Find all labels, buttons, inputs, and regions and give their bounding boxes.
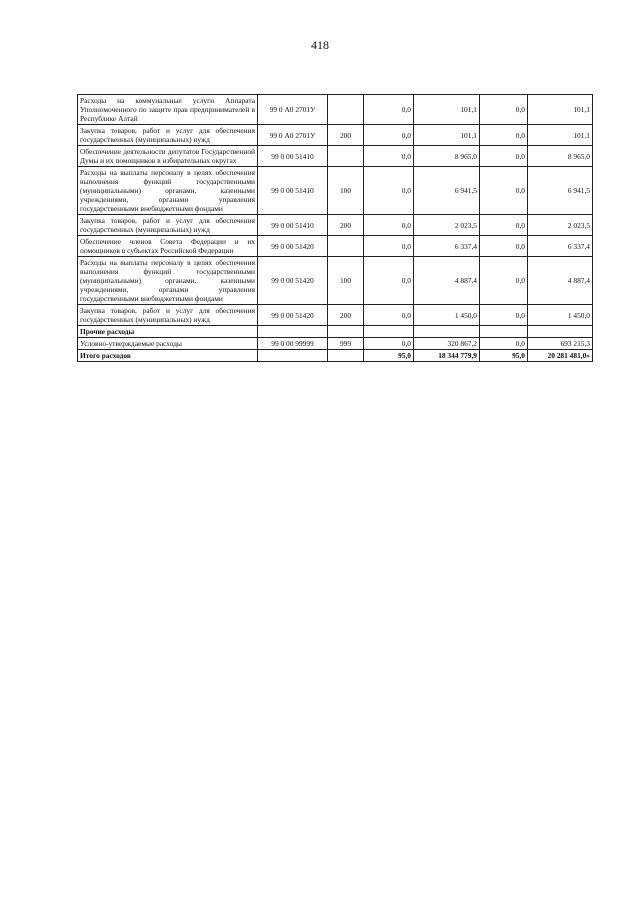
target-code-cell: 99 0 А0 2701У	[258, 95, 328, 125]
table-row	[78, 125, 593, 146]
value-1-cell: 0,0	[364, 146, 414, 167]
expense-type-cell: 100	[328, 167, 364, 215]
table-row	[78, 95, 593, 125]
target-code-cell: 99 0 00 51420	[258, 305, 328, 326]
expense-name-cell: Расходы на выплаты персоналу в целях обеспечения выполнения функций государственными (муниципальными) органами, казенными учреждениями, органами управления государственными внебюджетными фондами	[78, 167, 258, 215]
value-1-cell: 0,0	[364, 167, 414, 215]
value-2-cell	[414, 326, 480, 338]
target-code-cell: 99 0 А0 2701У	[258, 125, 328, 146]
expense-name-cell: Итого расходов	[78, 350, 258, 362]
expense-type-cell	[328, 350, 364, 362]
value-1-cell: 0,0	[364, 305, 414, 326]
value-2-cell: 2 023,5	[414, 215, 480, 236]
value-3-cell: 0,0	[480, 338, 528, 350]
target-code-cell	[258, 350, 328, 362]
value-1-cell: 0,0	[364, 215, 414, 236]
table-row	[78, 257, 593, 305]
expense-name-cell: Обеспечение членов Совета Федерации и их помощников в субъектах Российской Федерации	[78, 236, 258, 257]
value-2-cell: 4 887,4	[414, 257, 480, 305]
target-code-cell	[258, 326, 328, 338]
table-row	[78, 215, 593, 236]
value-2-cell: 8 965,0	[414, 146, 480, 167]
budget-table	[77, 94, 593, 362]
target-code-cell: 99 0 00 51410	[258, 146, 328, 167]
expense-type-cell: 999	[328, 338, 364, 350]
target-code-cell: 99 0 00 51410	[258, 167, 328, 215]
expense-name-cell: Расходы на выплаты персоналу в целях обеспечения выполнения функций государственными (муниципальными) органами, казенными учреждениями, органами управления государственными внебюджетными фондами	[78, 257, 258, 305]
target-code-cell: 99 0 00 99999	[258, 338, 328, 350]
expense-name-cell: Прочие расходы	[78, 326, 258, 338]
value-3-cell: 0,0	[480, 305, 528, 326]
value-1-cell: 95,0	[364, 350, 414, 362]
value-4-cell	[528, 326, 593, 338]
expense-type-cell	[328, 146, 364, 167]
expense-name-cell: Расходы на коммунальные услуги Аппарата Уполномоченного по защите прав предпринимателей в Республике Алтай	[78, 95, 258, 125]
expense-name-cell: Условно-утверждаемые расходы	[78, 338, 258, 350]
value-4-cell: 101,1	[528, 95, 593, 125]
expense-type-cell: 200	[328, 305, 364, 326]
value-3-cell: 0,0	[480, 257, 528, 305]
target-code-cell: 99 0 00 51410	[258, 215, 328, 236]
value-4-cell: 20 281 481,0»	[528, 350, 593, 362]
expense-type-cell: 200	[328, 125, 364, 146]
value-1-cell: 0,0	[364, 338, 414, 350]
value-3-cell: 0,0	[480, 125, 528, 146]
table-row	[78, 236, 593, 257]
value-3-cell: 0,0	[480, 236, 528, 257]
table-row	[78, 146, 593, 167]
value-1-cell: 0,0	[364, 236, 414, 257]
value-1-cell	[364, 326, 414, 338]
page-number: 418	[311, 38, 329, 52]
expense-name-cell: Закупка товаров, работ и услуг для обеспечения государственных (муниципальных) нужд	[78, 215, 258, 236]
value-4-cell: 2 023,5	[528, 215, 593, 236]
target-code-cell: 99 0 00 51420	[258, 257, 328, 305]
table-row	[78, 350, 593, 362]
value-3-cell: 0,0	[480, 95, 528, 125]
value-4-cell: 6 337,4	[528, 236, 593, 257]
table-body	[78, 95, 593, 362]
expense-type-cell: 100	[328, 257, 364, 305]
value-1-cell: 0,0	[364, 125, 414, 146]
value-3-cell: 95,0	[480, 350, 528, 362]
expense-type-cell	[328, 95, 364, 125]
value-2-cell: 101,1	[414, 95, 480, 125]
table-row	[78, 338, 593, 350]
expense-type-cell	[328, 326, 364, 338]
value-4-cell: 693 215,3	[528, 338, 593, 350]
value-4-cell: 101,1	[528, 125, 593, 146]
value-4-cell: 1 450,0	[528, 305, 593, 326]
value-1-cell: 0,0	[364, 257, 414, 305]
value-2-cell: 18 344 779,9	[414, 350, 480, 362]
value-2-cell: 1 450,0	[414, 305, 480, 326]
value-2-cell: 6 941,5	[414, 167, 480, 215]
value-2-cell: 101,1	[414, 125, 480, 146]
expense-name-cell: Обеспечение деятельности депутатов Государственной Думы и их помощников в избирательных округах	[78, 146, 258, 167]
value-1-cell: 0,0	[364, 95, 414, 125]
value-2-cell: 6 337,4	[414, 236, 480, 257]
value-2-cell: 320 867,2	[414, 338, 480, 350]
expense-type-cell	[328, 236, 364, 257]
expense-name-cell: Закупка товаров, работ и услуг для обеспечения государственных (муниципальных) нужд	[78, 305, 258, 326]
table-row	[78, 167, 593, 215]
value-4-cell: 4 887,4	[528, 257, 593, 305]
value-3-cell: 0,0	[480, 146, 528, 167]
value-3-cell: 0,0	[480, 167, 528, 215]
table-row	[78, 326, 593, 338]
table-row	[78, 305, 593, 326]
target-code-cell: 99 0 00 51420	[258, 236, 328, 257]
value-3-cell: 0,0	[480, 215, 528, 236]
value-3-cell	[480, 326, 528, 338]
expense-type-cell: 200	[328, 215, 364, 236]
expense-name-cell: Закупка товаров, работ и услуг для обеспечения государственных (муниципальных) нужд	[78, 125, 258, 146]
value-4-cell: 8 965,0	[528, 146, 593, 167]
value-4-cell: 6 941,5	[528, 167, 593, 215]
